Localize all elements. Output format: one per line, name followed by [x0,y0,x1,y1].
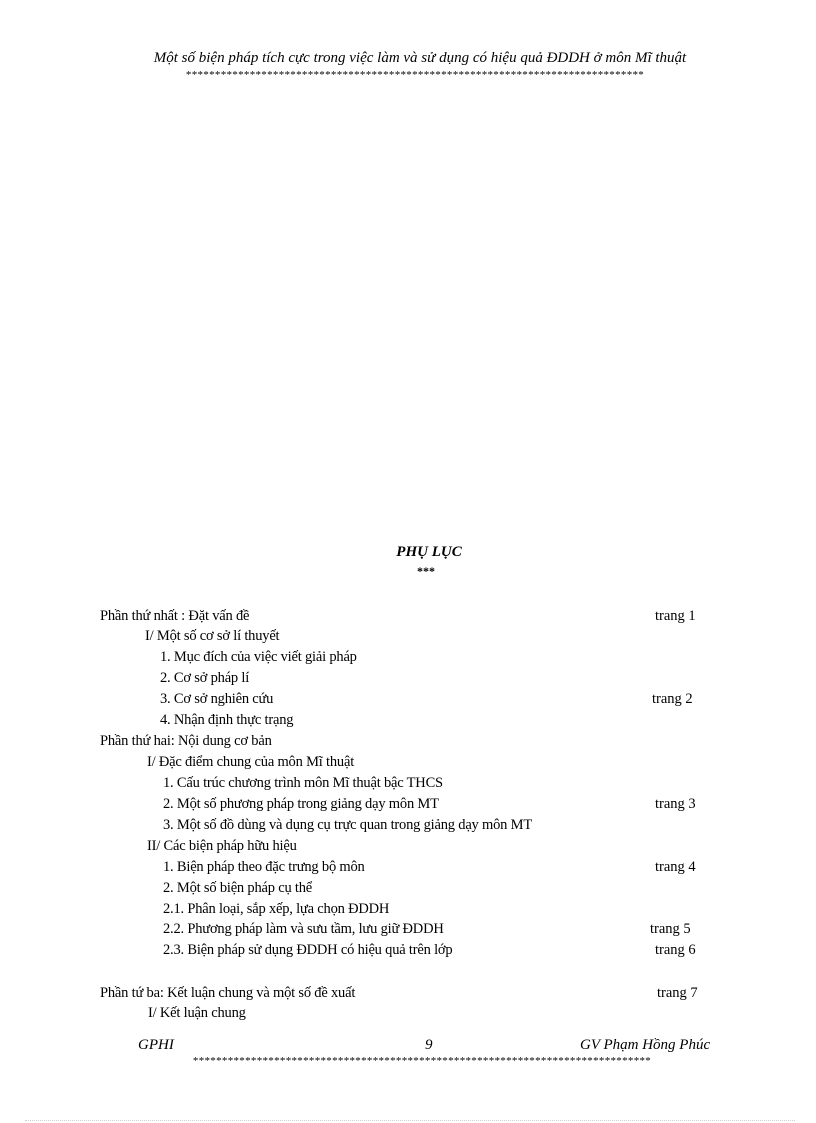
footer-left: GPHI [138,1037,174,1053]
toc-entry: 2.1. Phân loại, sắp xếp, lựa chọn ĐDDH [163,901,390,917]
toc-entry: II/ Các biện pháp hữu hiệu [147,838,297,854]
toc-page: trang 3 [655,796,696,812]
footer-stars: ******************************************************************************* [192,1055,652,1067]
toc-page: trang 2 [652,691,693,707]
toc-entry: I/ Đặc điểm chung của môn Mĩ thuật [147,754,355,770]
toc-entry: 2. Một số biện pháp cụ thể [163,880,313,896]
toc-entry: 1. Cấu trúc chương trình môn Mĩ thuật bậc THCS [163,775,443,791]
header-title: Một số biện pháp tích cực trong việc làm và sử dụng có hiệu quả ĐDDH ở môn Mĩ thuật [153,50,687,66]
page-bottom-divider [25,1120,795,1121]
toc-page-part-3: trang 7 [657,985,698,1001]
header-stars: ******************************************************************************* [185,69,645,81]
toc-entry: 2. Một số phương pháp trong giảng dạy môn MT [163,796,439,812]
toc-stars: *** [417,564,435,578]
toc-entry: 3. Cơ sở nghiên cứu [160,691,274,707]
toc-page: trang 4 [655,859,696,875]
toc-entry: 2. Cơ sở pháp lí [160,670,250,686]
toc-entry: 3. Một số đồ dùng và dụng cụ trực quan trong giảng dạy môn MT [163,817,532,833]
toc-page: trang 6 [655,942,696,958]
toc-entry: I/ Một số cơ sở lí thuyết [145,628,280,644]
toc-title: PHỤ LỤC [396,544,462,560]
footer-author: GV Phạm Hồng Phúc [580,1037,711,1053]
toc-entry: 2.2. Phương pháp làm và sưu tầm, lưu giữ ĐDDH [163,921,444,937]
toc-entry: 1. Biện pháp theo đặc trưng bộ môn [163,859,365,875]
toc-entry: I/ Kết luận chung [148,1005,246,1021]
toc-entry-part-1: Phần thứ nhất : Đặt vấn đề [100,608,250,624]
toc-entry: 1. Mục đích của việc viết giải pháp [160,649,357,665]
toc-entry-part-3: Phần tứ ba: Kết luận chung và một số đề xuất [100,985,356,1001]
toc-entry: 2.3. Biện pháp sử dụng ĐDDH có hiệu quả trên lớp [163,942,453,958]
toc-entry-part-2: Phần thứ hai: Nội dung cơ bản [100,733,272,749]
toc-page: trang 5 [650,921,691,937]
toc-page-part-1: trang 1 [655,608,696,624]
page-number: 9 [425,1037,433,1053]
toc-entry: 4. Nhận định thực trạng [160,712,294,728]
